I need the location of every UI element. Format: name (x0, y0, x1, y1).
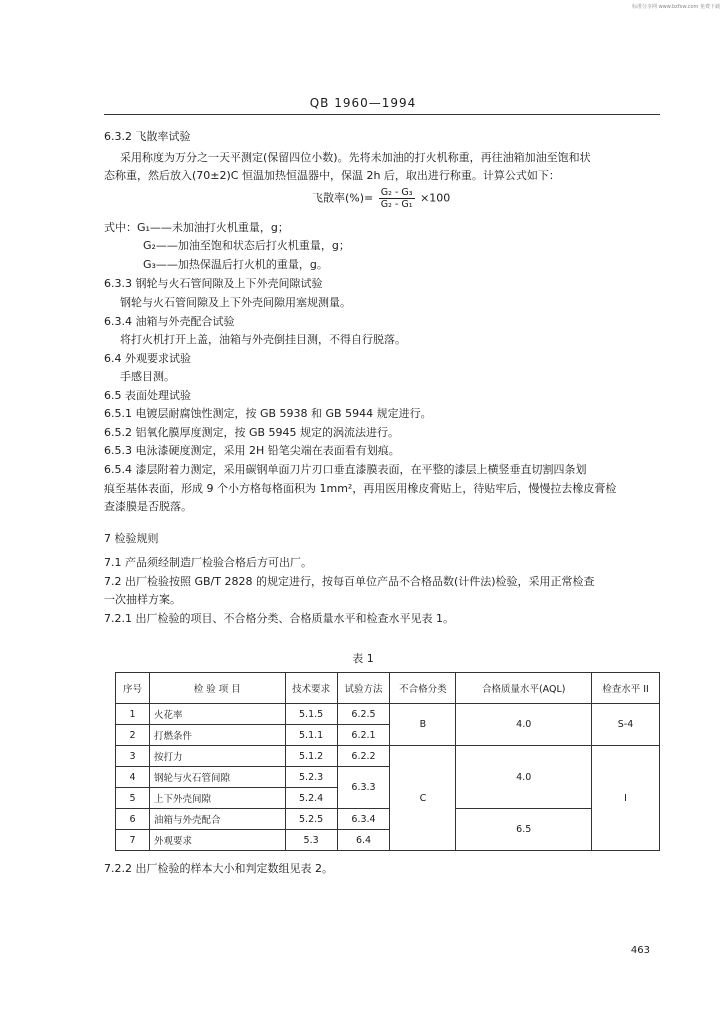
where-line: G₂——加油至饱和状态后打火机重量，g； (143, 239, 350, 252)
section-6-5-4: 6.5.4 漆层附着力测定，采用碳钢单面刀片刃口垂直漆膜表面，在平整的漆层上横竖垂直切割四条划 (104, 463, 587, 476)
section-7-2-1: 7.2.1 出厂检验的项目、不合格分类、合格质量水平和检查水平见表 1。 (104, 612, 454, 625)
table-header: 合格质量水平(AQL) (456, 673, 592, 704)
table-cell: 5.3 (285, 830, 337, 851)
table-cell: 7 (116, 830, 150, 851)
table-cell-aql: 4.0 (456, 704, 592, 746)
table-cell: 6.2.1 (337, 725, 390, 746)
table-header: 不合格分类 (390, 673, 456, 704)
section-heading-6-5: 6.5 表面处理试验 (104, 389, 191, 402)
paragraph-line: 采用称度为万分之一天平测定(保留四位小数)。先将未加油的打火机称重，再往油箱加油至饱和状 (120, 151, 591, 164)
table-cell: 5.1.5 (285, 704, 337, 725)
table-row (116, 809, 660, 830)
paragraph-line: 一次抽样方案。 (104, 593, 181, 606)
table-caption: 表 1 (352, 652, 374, 665)
section-heading-6-3-3: 6.3.3 钢轮与火石管间隙及上下外壳间隙试验 (104, 277, 323, 290)
table-cell: 3 (116, 746, 150, 767)
table-header: 检查水平 II (592, 673, 660, 704)
paragraph-line: 手感目测。 (120, 370, 175, 383)
table-cell: 6.4 (337, 830, 390, 851)
table-cell: 6.2.2 (337, 746, 390, 767)
where-line: G₃——加热保温后打火机的重量，g。 (143, 258, 328, 271)
table-cell: 6 (116, 809, 150, 830)
table-header-row (116, 673, 660, 704)
table-cell: 打燃条件 (149, 725, 285, 746)
table-cell: 4 (116, 767, 150, 788)
section-heading-6-3-2: 6.3.2 飞散率试验 (104, 130, 191, 143)
section-7-1: 7.1 产品须经制造厂检验合格后方可出厂。 (104, 556, 312, 569)
table-cell-aql: 4.0 (456, 746, 592, 809)
table-cell: 5 (116, 788, 150, 809)
paragraph-line: 痕至基体表面，形成 9 个小方格每格面积为 1mm²，再用医用橡皮膏贴上，待贴牢后，慢慢拉去橡皮膏检 (104, 482, 617, 495)
paragraph-line: 查漆膜是否脱落。 (104, 500, 192, 513)
table-cell: 外观要求 (149, 830, 285, 851)
table-cell: 2 (116, 725, 150, 746)
table-row (116, 704, 660, 725)
table-header: 序号 (116, 673, 150, 704)
table-cell: 5.2.3 (285, 767, 337, 788)
formula-denominator: G₂ - G₁ (380, 199, 413, 210)
table-cell: 6.3.4 (337, 809, 390, 830)
table-cell: 上下外壳间隙 (149, 788, 285, 809)
table-cell: 火花率 (149, 704, 285, 725)
table-cell: 5.2.4 (285, 788, 337, 809)
page-number: 463 (630, 945, 650, 956)
section-heading-6-4: 6.4 外观要求试验 (104, 352, 191, 365)
table-cell: 5.2.5 (285, 809, 337, 830)
table-row (116, 746, 660, 767)
formula-numerator: G₂ - G₃ (380, 187, 413, 198)
section-heading-7: 7 检验规则 (104, 532, 159, 545)
formula-left: 飞散率(%)= (312, 191, 374, 205)
section-6-5-1: 6.5.1 电镀层耐腐蚀性测定，按 GB 5938 和 GB 5944 规定进行。 (104, 407, 432, 420)
paragraph-line: 将打火机打开上盖，油箱与外壳倒挂目测，不得自行脱落。 (120, 333, 406, 346)
paragraph-line: 态称重，然后放入(70±2)C 恒温加热恒温器中，保温 2h 后，取出进行称重。计算公式如下： (104, 169, 560, 182)
table-header: 试验方法 (337, 673, 390, 704)
table-cell: 油箱与外壳配合 (149, 809, 285, 830)
section-7-2: 7.2 出厂检验按照 GB/T 2828 的规定进行，按每百单位产品不合格品数(计件法)检验，采用正常检查 (104, 575, 595, 588)
table-cell: 6.3.3 (337, 767, 390, 809)
table-cell: 钢轮与火石管间隙 (149, 767, 285, 788)
watermark: 标准分享网 www.bzfxw.com 免费下载 (632, 4, 720, 10)
paragraph-line: 钢轮与火石管间隙及上下外壳间隙用塞规测量。 (120, 296, 351, 309)
table-header: 检 验 项 目 (149, 673, 285, 704)
table-cell-class: B (390, 704, 456, 746)
section-7-2-2: 7.2.2 出厂检验的样本大小和判定数组见表 2。 (104, 862, 333, 875)
table-cell: 5.1.1 (285, 725, 337, 746)
table-cell: 按打力 (149, 746, 285, 767)
table-cell-aql: 6.5 (456, 809, 592, 851)
table-cell-level: S-4 (592, 704, 660, 746)
table-cell: 1 (116, 704, 150, 725)
table-cell: 5.1.2 (285, 746, 337, 767)
table-cell-class: C (390, 746, 456, 851)
formula (312, 187, 450, 210)
section-heading-6-3-4: 6.3.4 油箱与外壳配合试验 (104, 315, 235, 328)
inspection-table (115, 672, 660, 851)
table-cell-level: I (592, 746, 660, 851)
section-6-5-3: 6.5.3 电泳漆硬度测定，采用 2H 铅笔尖端在表面看有划痕。 (104, 444, 400, 457)
header-rule (104, 114, 660, 115)
where-line: 式中：G₁——未加油打火机重量，g； (104, 221, 289, 234)
formula-right: ×100 (420, 191, 451, 205)
page-header: QB 1960—1994 (309, 96, 417, 110)
table-cell: 6.2.5 (337, 704, 390, 725)
formula-fraction (379, 187, 415, 210)
table-header: 技术要求 (285, 673, 337, 704)
section-6-5-2: 6.5.2 铝氧化膜厚度测定，按 GB 5945 规定的涡流法进行。 (104, 426, 400, 439)
